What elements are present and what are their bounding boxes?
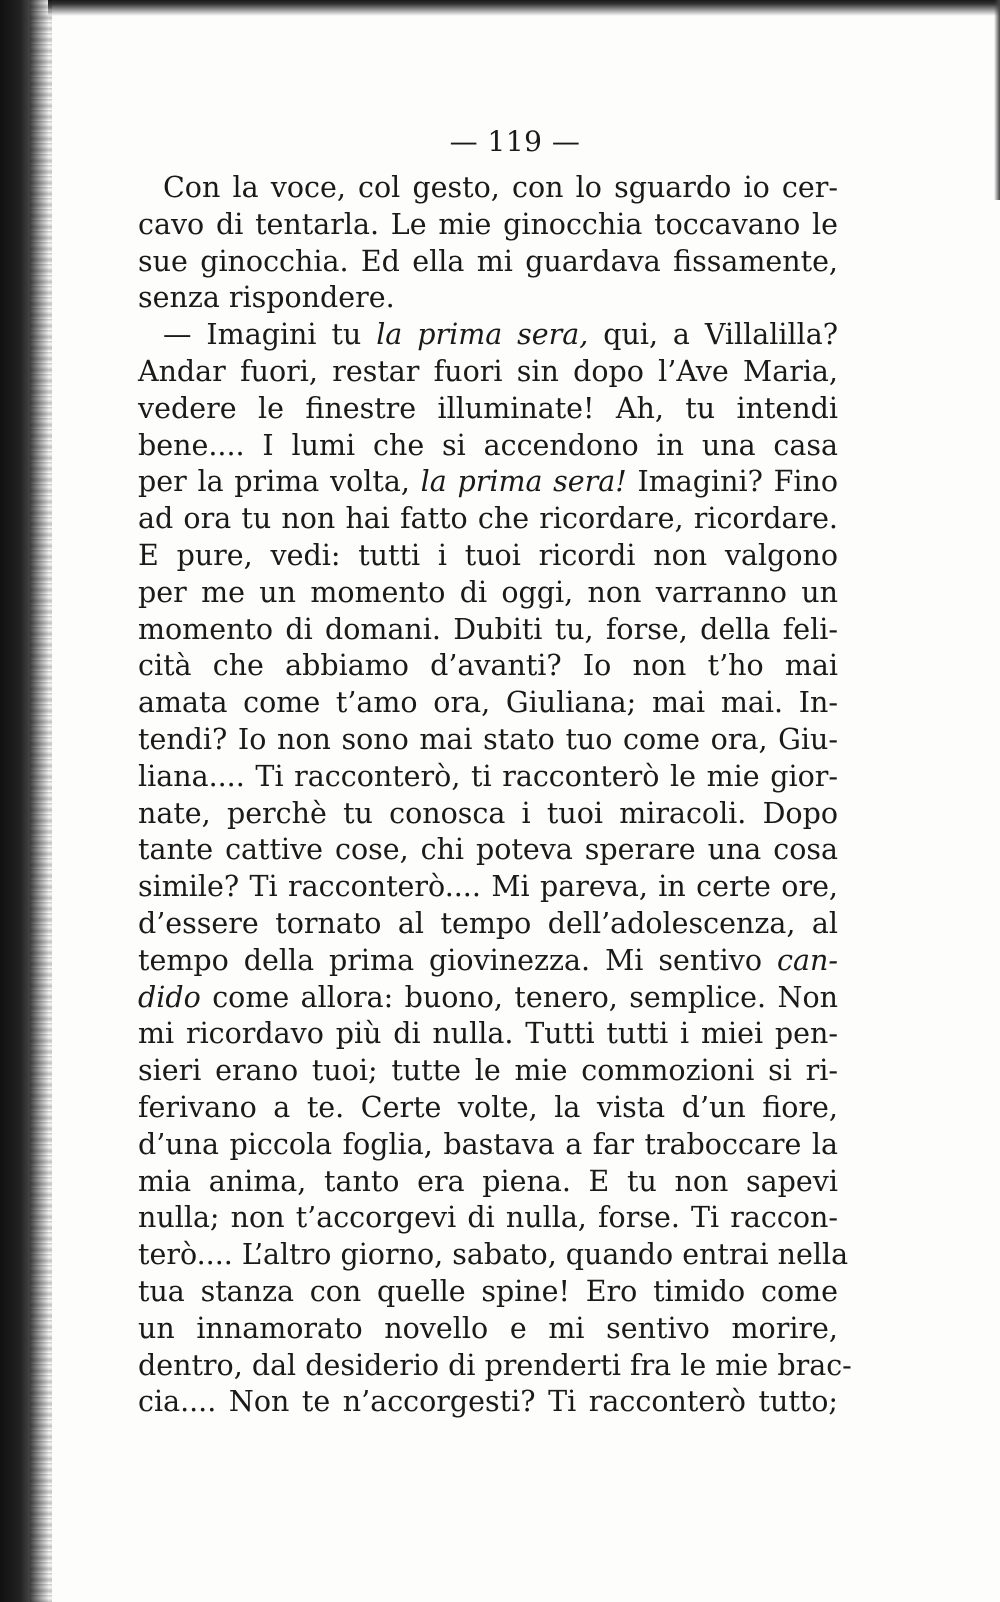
- text-line: un innamorato novello e mi sentivo morire,: [138, 1311, 838, 1345]
- italic-text: la prima sera!: [420, 465, 627, 499]
- text-line: dentro, dal desiderio di prenderti fra le mie brac-: [138, 1348, 852, 1382]
- page-number: — 119 —: [449, 125, 581, 158]
- text-line: mia anima, tanto era piena. E tu non sapevi: [138, 1164, 838, 1198]
- text-line: E pure, vedi: tutti i tuoi ricordi non valgono: [138, 538, 838, 572]
- text-line: tua stanza con quelle spine! Ero timido come: [138, 1274, 838, 1308]
- text-line: ferivano a te. Certe volte, la vista d’un fiore,: [138, 1090, 838, 1124]
- text-line: senza rispondere.: [138, 281, 395, 315]
- text-line: liana.... Ti racconterò, ti racconterò le mie gior-: [138, 759, 838, 793]
- text-line: bene.... I lumi che si accendono in una casa: [138, 428, 838, 462]
- scan-spine-texture: [30, 0, 52, 1602]
- text-span: Imagini? Fino: [626, 465, 838, 499]
- text-line: momento di domani. Dubiti tu, forse, della feli-: [138, 612, 838, 646]
- italic-text: la prima sera,: [376, 318, 589, 352]
- text-line: d’essere tornato al tempo dell’adolescenza, al: [138, 906, 838, 940]
- text-line: ad ora tu non hai fatto che ricordare, ricordare.: [138, 502, 838, 536]
- text-line: tante cattive cose, chi poteva sperare una cosa: [138, 833, 838, 867]
- text-line: Con la voce, col gesto, con lo sguardo io cer-: [163, 171, 838, 204]
- scan-top-edge: [0, 0, 1000, 16]
- text-line: cia.... Non te n’accorgesti? Ti racconterò tutto;: [138, 1385, 838, 1419]
- text-span: per la prima volta,: [138, 465, 421, 499]
- text-line: Andar fuori, restar fuori sin dopo l’Ave Maria,: [138, 354, 838, 388]
- text-line: vedere le finestre illuminate! Ah, tu intendi: [138, 391, 838, 425]
- scan-right-edge: [994, 0, 1000, 200]
- text-line: [138, 980, 838, 1017]
- italic-text: dido: [138, 980, 201, 1014]
- text-line: nate, perchè tu conosca i tuoi miracoli. Dopo: [138, 796, 838, 830]
- body-text: [138, 170, 852, 1421]
- text-line: nulla; non t’accorgevi di nulla, forse. Ti raccon-: [138, 1201, 838, 1235]
- text-line: simile? Ti racconterò.... Mi pareva, in certe ore,: [138, 870, 838, 904]
- text-line: [138, 464, 838, 501]
- text-span: tempo della prima giovinezza. Mi sentivo: [138, 943, 778, 977]
- text-span: — Imagini tu: [163, 318, 377, 352]
- text-line: sue ginocchia. Ed ella mi guardava fissamente,: [138, 244, 838, 278]
- text-line: d’una piccola foglia, bastava a far traboccare la: [138, 1127, 838, 1161]
- text-line: [138, 317, 838, 354]
- text-line: cavo di tentarla. Le mie ginocchia toccavano le: [138, 207, 838, 241]
- text-span: qui, a Villalilla?: [588, 318, 838, 352]
- text-line: amata come t’amo ora, Giuliana; mai mai. In-: [138, 686, 838, 720]
- text-span: come allora: buono, tenero, semplice. Non: [200, 980, 838, 1014]
- text-line: mi ricordavo più di nulla. Tutti tutti i miei pen-: [138, 1017, 838, 1051]
- text-line: cità che abbiamo d’avanti? Io non t’ho mai: [138, 649, 838, 683]
- text-line: per me un momento di oggi, non varranno un: [138, 575, 838, 609]
- text-line: sieri erano tuoi; tutte le mie commozioni si ri-: [138, 1054, 838, 1088]
- italic-text: can-: [777, 943, 838, 977]
- text-line: terò.... L’altro giorno, sabato, quando entrai nella: [138, 1238, 849, 1272]
- text-line: tendi? Io non sono mai stato tuo come ora, Giu-: [138, 722, 838, 756]
- text-line: [138, 943, 838, 980]
